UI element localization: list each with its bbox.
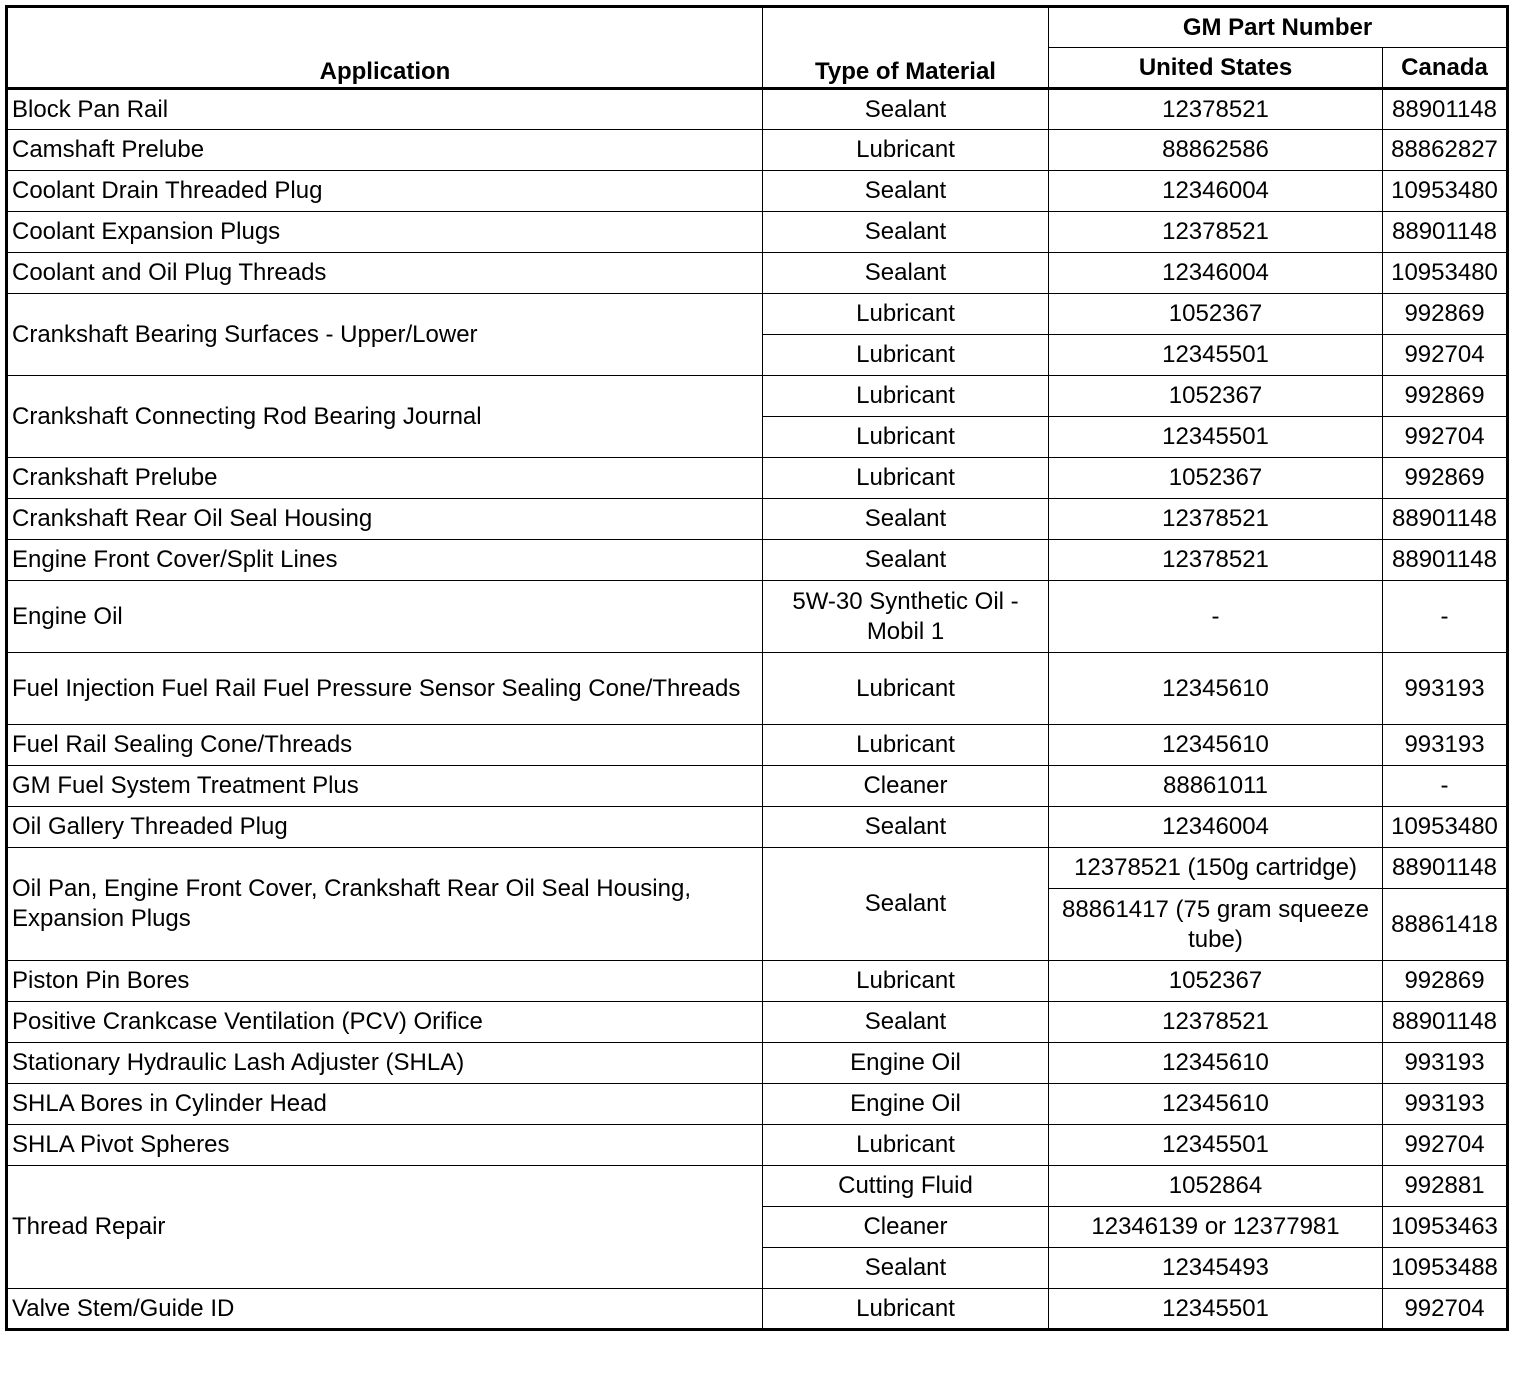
table-row: [7, 458, 1508, 499]
application-cell: Engine Oil: [7, 581, 763, 653]
table-row: [7, 1002, 1508, 1043]
application-cell: SHLA Pivot Spheres: [7, 1125, 763, 1166]
canada-part-cell: 10953463: [1383, 1207, 1508, 1248]
application-cell: Thread Repair: [7, 1166, 763, 1289]
material-cell: Engine Oil: [763, 1084, 1049, 1125]
us-part-cell: 1052367: [1049, 376, 1383, 417]
us-part-cell: 12378521: [1049, 212, 1383, 253]
material-cell: Sealant: [763, 253, 1049, 294]
material-cell: Lubricant: [763, 653, 1049, 725]
material-cell: Cleaner: [763, 766, 1049, 807]
canada-part-cell: 992869: [1383, 376, 1508, 417]
application-cell: Fuel Rail Sealing Cone/Threads: [7, 725, 763, 766]
canada-part-cell: 993193: [1383, 1084, 1508, 1125]
application-cell: Piston Pin Bores: [7, 961, 763, 1002]
canada-part-cell: 88901148: [1383, 540, 1508, 581]
material-cell: Cleaner: [763, 1207, 1049, 1248]
material-cell: Engine Oil: [763, 1043, 1049, 1084]
material-cell: Sealant: [763, 171, 1049, 212]
application-cell: Fuel Injection Fuel Rail Fuel Pressure Sensor Sealing Cone/Threads: [7, 653, 763, 725]
us-part-cell: 12345501: [1049, 1125, 1383, 1166]
application-cell: Camshaft Prelube: [7, 130, 763, 171]
application-cell: Crankshaft Connecting Rod Bearing Journal: [7, 376, 763, 458]
canada-part-cell: 10953480: [1383, 171, 1508, 212]
header-gm-part-number: GM Part Number: [1049, 7, 1508, 48]
us-part-cell: 12345501: [1049, 1289, 1383, 1330]
us-part-cell: -: [1049, 581, 1383, 653]
us-part-cell: 12378521: [1049, 1002, 1383, 1043]
material-cell: Lubricant: [763, 1289, 1049, 1330]
application-cell: Valve Stem/Guide ID: [7, 1289, 763, 1330]
canada-part-cell: 88861418: [1383, 889, 1508, 961]
us-part-cell: 12346004: [1049, 171, 1383, 212]
material-cell: 5W-30 Synthetic Oil - Mobil 1: [763, 581, 1049, 653]
us-part-cell: 12346139 or 12377981: [1049, 1207, 1383, 1248]
material-cell: Lubricant: [763, 335, 1049, 376]
application-cell: Coolant Expansion Plugs: [7, 212, 763, 253]
table-row: [7, 253, 1508, 294]
material-cell: Lubricant: [763, 725, 1049, 766]
canada-part-cell: 10953480: [1383, 807, 1508, 848]
table-row: [7, 130, 1508, 171]
canada-part-cell: 993193: [1383, 653, 1508, 725]
material-cell: Cutting Fluid: [763, 1166, 1049, 1207]
header-united-states: United States: [1049, 48, 1383, 89]
us-part-cell: 12378521: [1049, 540, 1383, 581]
canada-part-cell: 992704: [1383, 417, 1508, 458]
canada-part-cell: 992704: [1383, 1125, 1508, 1166]
material-cell: Sealant: [763, 1248, 1049, 1289]
us-part-cell: 12345610: [1049, 1043, 1383, 1084]
canada-part-cell: 992704: [1383, 335, 1508, 376]
table-row: [7, 725, 1508, 766]
us-part-cell: 88861417 (75 gram squeeze tube): [1049, 889, 1383, 961]
material-cell: Sealant: [763, 540, 1049, 581]
table-row: [7, 1166, 1508, 1207]
application-cell: Oil Gallery Threaded Plug: [7, 807, 763, 848]
table-row: [7, 89, 1508, 130]
canada-part-cell: -: [1383, 766, 1508, 807]
table-row: [7, 376, 1508, 417]
material-cell: Sealant: [763, 1002, 1049, 1043]
us-part-cell: 1052864: [1049, 1166, 1383, 1207]
material-cell: Lubricant: [763, 961, 1049, 1002]
table-row: [7, 766, 1508, 807]
application-cell: Coolant Drain Threaded Plug: [7, 171, 763, 212]
us-part-cell: 1052367: [1049, 961, 1383, 1002]
us-part-cell: 12378521 (150g cartridge): [1049, 848, 1383, 889]
material-cell: Lubricant: [763, 376, 1049, 417]
table-row: [7, 961, 1508, 1002]
us-part-cell: 12345493: [1049, 1248, 1383, 1289]
canada-part-cell: 992869: [1383, 458, 1508, 499]
canada-part-cell: 88901148: [1383, 212, 1508, 253]
us-part-cell: 12345610: [1049, 725, 1383, 766]
table-row: [7, 1125, 1508, 1166]
canada-part-cell: 88901148: [1383, 499, 1508, 540]
canada-part-cell: 88901148: [1383, 89, 1508, 130]
canada-part-cell: 992869: [1383, 294, 1508, 335]
table-row: [7, 499, 1508, 540]
material-cell: Sealant: [763, 499, 1049, 540]
table-row: [7, 807, 1508, 848]
material-cell: Sealant: [763, 89, 1049, 130]
canada-part-cell: -: [1383, 581, 1508, 653]
application-cell: Oil Pan, Engine Front Cover, Crankshaft Rear Oil Seal Housing, Expansion Plugs: [7, 848, 763, 961]
application-cell: Engine Front Cover/Split Lines: [7, 540, 763, 581]
table-row: [7, 212, 1508, 253]
material-cell: Sealant: [763, 212, 1049, 253]
canada-part-cell: 10953488: [1383, 1248, 1508, 1289]
material-cell: Lubricant: [763, 458, 1049, 499]
us-part-cell: 12378521: [1049, 89, 1383, 130]
us-part-cell: 1052367: [1049, 294, 1383, 335]
canada-part-cell: 992869: [1383, 961, 1508, 1002]
table-row: [7, 294, 1508, 335]
material-cell: Sealant: [763, 848, 1049, 961]
material-cell: Lubricant: [763, 294, 1049, 335]
table-row: [7, 848, 1508, 889]
application-cell: GM Fuel System Treatment Plus: [7, 766, 763, 807]
table-row: [7, 653, 1508, 725]
application-cell: Positive Crankcase Ventilation (PCV) Orifice: [7, 1002, 763, 1043]
us-part-cell: 88861011: [1049, 766, 1383, 807]
us-part-cell: 1052367: [1049, 458, 1383, 499]
header-application: Application: [7, 7, 763, 89]
us-part-cell: 12345501: [1049, 335, 1383, 376]
us-part-cell: 12345610: [1049, 1084, 1383, 1125]
canada-part-cell: 88901148: [1383, 1002, 1508, 1043]
material-cell: Sealant: [763, 807, 1049, 848]
table-row: [7, 581, 1508, 653]
canada-part-cell: 993193: [1383, 1043, 1508, 1084]
us-part-cell: 12345610: [1049, 653, 1383, 725]
us-part-cell: 12378521: [1049, 499, 1383, 540]
us-part-cell: 12345501: [1049, 417, 1383, 458]
canada-part-cell: 993193: [1383, 725, 1508, 766]
canada-part-cell: 88901148: [1383, 848, 1508, 889]
table-row: [7, 540, 1508, 581]
application-cell: Stationary Hydraulic Lash Adjuster (SHLA): [7, 1043, 763, 1084]
table-row: [7, 1084, 1508, 1125]
table-row: [7, 1289, 1508, 1330]
header-canada: Canada: [1383, 48, 1508, 89]
material-cell: Lubricant: [763, 417, 1049, 458]
material-cell: Lubricant: [763, 130, 1049, 171]
application-cell: Block Pan Rail: [7, 89, 763, 130]
application-cell: Coolant and Oil Plug Threads: [7, 253, 763, 294]
table-row: [7, 1043, 1508, 1084]
header-type-of-material: Type of Material: [763, 7, 1049, 89]
application-cell: Crankshaft Prelube: [7, 458, 763, 499]
us-part-cell: 12346004: [1049, 253, 1383, 294]
application-cell: Crankshaft Rear Oil Seal Housing: [7, 499, 763, 540]
canada-part-cell: 992704: [1383, 1289, 1508, 1330]
canada-part-cell: 992881: [1383, 1166, 1508, 1207]
canada-part-cell: 88862827: [1383, 130, 1508, 171]
application-cell: SHLA Bores in Cylinder Head: [7, 1084, 763, 1125]
sealants-lubricants-table: [5, 5, 1509, 1331]
material-cell: Lubricant: [763, 1125, 1049, 1166]
us-part-cell: 88862586: [1049, 130, 1383, 171]
us-part-cell: 12346004: [1049, 807, 1383, 848]
table-row: [7, 171, 1508, 212]
application-cell: Crankshaft Bearing Surfaces - Upper/Lower: [7, 294, 763, 376]
canada-part-cell: 10953480: [1383, 253, 1508, 294]
